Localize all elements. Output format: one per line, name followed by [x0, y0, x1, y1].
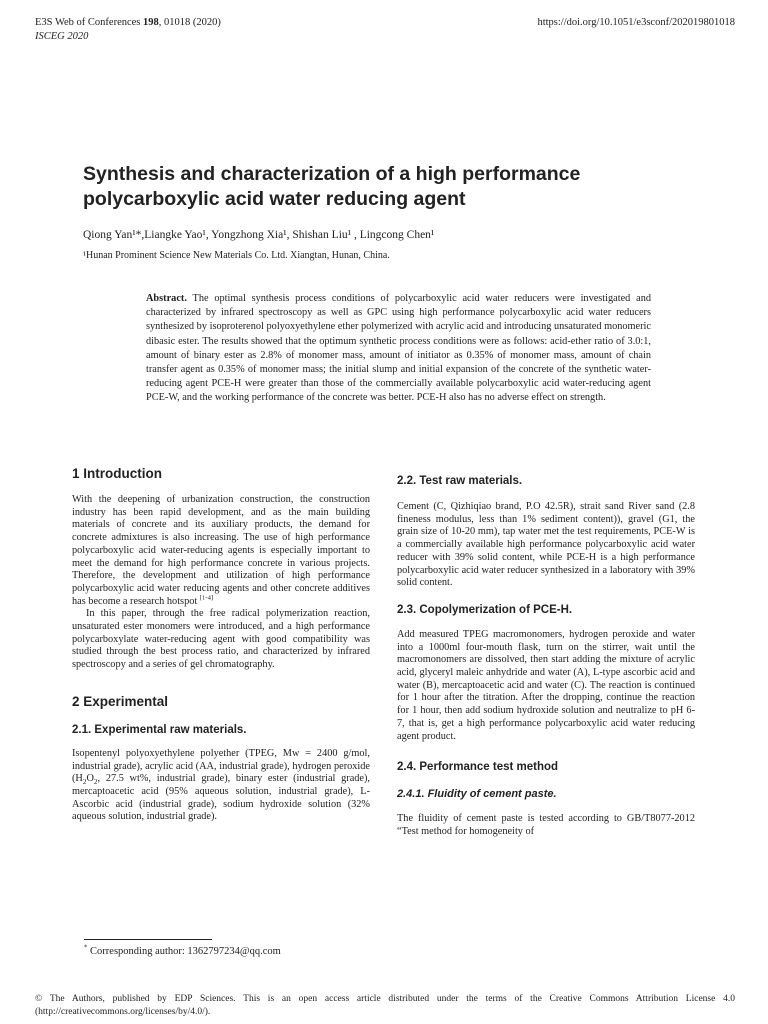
subscript-2: 2: [93, 778, 98, 787]
conference-name: ISCEG 2020: [35, 31, 89, 42]
subscript-2: 2: [82, 778, 87, 787]
footnote-divider: [84, 939, 212, 940]
raw-materials-text-b: , 27.5 wt%, industrial grade), binary ester (industrial grade), mercaptoacetic acid (95% aqueous solution, industrial grade), L-Ascorbic acid (industrial grade), sodium hydroxide solution (32% aqueous solution, industrial grade).: [72, 773, 370, 823]
left-column: [72, 465, 370, 824]
citation-ref[interactable]: [1-4]: [199, 594, 214, 602]
intro-paragraph-2: In this paper, through the free radical polymerization reaction, unsaturated ester monomers were introduced, and a high performance polycarboxylate water-reducing agent with good compatibility was studied through the best process ratio, and characterized by infrared spectroscopy and a series of gel chromatography.: [72, 608, 370, 671]
journal-volume: 198: [143, 17, 159, 28]
section-heading-introduction: 1 Introduction: [72, 466, 162, 481]
raw-materials-oxygen: O: [86, 773, 94, 785]
raw-materials-text-a: Isopentenyl polyoxyethylene polyether (TPEG, Mw = 2400 g/mol, industrial grade), acrylic acid (AA, industrial grade), hydrogen peroxide (H: [72, 747, 370, 785]
subsection-heading-copolymerization: 2.3. Copolymerization of PCE-H.: [397, 603, 573, 616]
subsection-heading-performance-test: 2.4. Performance test method: [397, 761, 559, 774]
subsection-heading-test-raw-materials: 2.2. Test raw materials.: [397, 475, 523, 487]
right-column: [397, 474, 695, 839]
paper-title: Synthesis and characterization of a high performance polycarboxylic acid water reducing agent: [83, 163, 581, 210]
license-statement: © The Authors, published by EDP Sciences. This is an open access article distributed under the terms of the Creative Commons Attribution License 4.0 (http://creativecommons.org/licenses/by/4.0/).: [35, 994, 735, 1017]
subsubsection-heading-fluidity: 2.4.1. Fluidity of cement paste.: [397, 788, 557, 801]
journal-name: E3S Web of Conferences: [35, 17, 141, 28]
abstract: [146, 292, 651, 406]
running-header-journal: [35, 16, 221, 29]
doi-link[interactable]: https://doi.org/10.1051/e3sconf/202019801018: [537, 17, 735, 28]
abstract-label: Abstract.: [146, 293, 187, 304]
intro-paragraph-1-text: With the deepening of urbanization construction, the construction industry has been rapid development, and as the main building materials of concrete and its auxiliary products, the demand for concrete admixtures is also increasing. The use of high performance polycarboxylic acid water-reducing agents is especially important to meet the demand for high performance concrete in various projects. Therefore, the development and utilization of high performance polycarboxylic acid water reducing agents and other concrete additives has become a research hotspot: [72, 494, 370, 607]
author-list: Qiong Yan¹*,Liangke Yao¹, Yongzhong Xia¹, Shishan Liu¹ , Lingcong Chen¹: [83, 229, 435, 241]
section-heading-experimental: 2 Experimental: [72, 693, 169, 709]
fluidity-paragraph: The fluidity of cement paste is tested according to GB/T8077-2012 “Test method for homogeneity of: [397, 813, 695, 837]
article-number: , 01018 (2020): [158, 17, 221, 28]
affiliation: ¹Hunan Prominent Science New Materials Co. Ltd. Xiangtan, Hunan, China.: [83, 250, 390, 261]
test-materials-paragraph: Cement (C, Qizhiqiao brand, P.O 42.5R), strait sand River sand (2.8 fineness modulus, less than 1% sediment content)), gravel (G1, the grain size of 10-20 mm), tap water met the test requirements, PCE-W is a commercially available high performance polycarboxylic acid water reducer with 39% solid content, while PCE-H is a high performance polycarboxylic acid water reducer synthesized in a laboratory with 39% solid content.: [397, 501, 695, 589]
footnote: [84, 946, 281, 957]
raw-materials-paragraph: [72, 748, 370, 824]
footnote-mark: *: [84, 944, 88, 952]
intro-paragraph-1: [72, 494, 370, 608]
subsection-heading-raw-materials: 2.1. Experimental raw materials.: [72, 723, 247, 736]
abstract-text: The optimal synthesis process conditions of polycarboxylic acid water reducers were investigated and characterized by infrared spectroscopy as well as GPC using high performance polycarboxylic acid water reducers synthesized by isoproterenol polyoxyethylene ether polymerized with acrylic acid and introducing unsaturated monomeric dibasic ester. The results showed that the optimum synthetic process conditions were as follows: acid-ether ratio of 3.0:1, amount of binary ester as 2.8% of monomer mass, amount of initiator as 0.35% of monomer mass, amount of chain transfer agent as 0.35% of monomer mass; the initial slump and initial expansion of the concrete of the synthetic water-reducing agent PCE-H were greater than those of the commercially available polycarboxylic acid water-reducing agent PCE-W, and the working performance of the concrete was better. PCE-H also has no adverse effect on strength.: [146, 293, 651, 404]
footnote-text: Corresponding author: 1362797234@qq.com: [90, 946, 281, 957]
copolymerization-paragraph: Add measured TPEG macromonomers, hydrogen peroxide and water into a 1000ml four-mouth flask, turn on the stirrer, wait until the macromonomers are dissolved, then start adding the mixture of acrylic acid, glyceryl maleic anhydride and water (A), L-type ascorbic acid and water (B), mercaptoacetic acid and water (C). The reaction is continued for 1 hour after the titration. After the dropping, continue the reaction for 1 hour, then add sodium hydroxide solution and neutralize to pH 6-7, that is, get a high performance polycarboxylic acid water reducing agent product.: [397, 628, 695, 742]
